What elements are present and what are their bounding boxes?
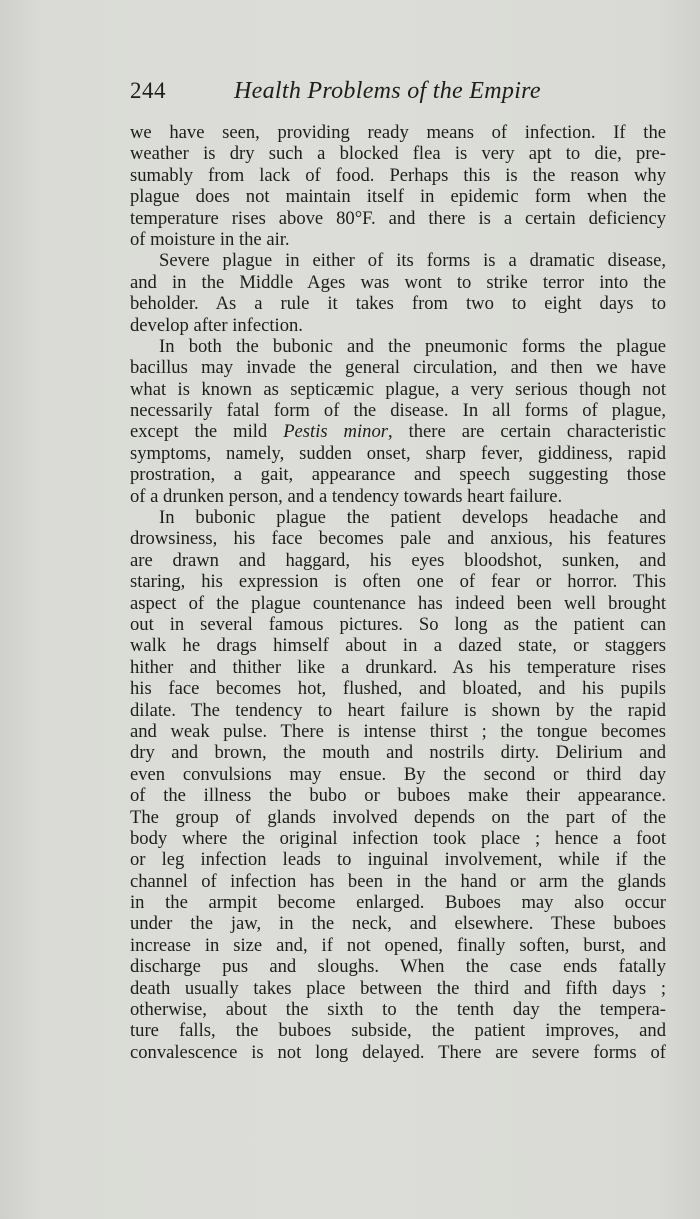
text-line: under the jaw, in the neck, and elsewhere. These buboes [130, 913, 666, 935]
text-line: convalescence is not long delayed. There are severe forms of [130, 1041, 666, 1063]
text-line: what is known as septicæmic plague, a very serious though not [130, 378, 666, 400]
text-line: discharge pus and sloughs. When the case ends fatally [130, 956, 666, 978]
text-line: or leg infection leads to inguinal involvement, while if the [130, 849, 666, 871]
text-line: bacillus may invade the general circulation, and then we have [130, 357, 666, 379]
text-line: his face becomes hot, flushed, and bloated, and his pupils [130, 678, 666, 700]
text-line [130, 421, 666, 442]
text-line: and weak pulse. There is intense thirst ; the tongue becomes [130, 720, 666, 742]
text-line: In both the bubonic and the pneumonic forms the plague [159, 335, 666, 357]
running-title: Health Problems of the Empire [234, 78, 541, 104]
text-line: otherwise, about the sixth to the tenth day the tempera- [130, 999, 666, 1021]
text-line: out in several famous pictures. So long as the patient can [130, 613, 666, 635]
text-line: increase in size and, if not opened, finally soften, burst, and [130, 934, 666, 956]
text-line: walk he drags himself about in a dazed state, or staggers [130, 635, 666, 657]
text-line: of a drunken person, and a tendency towards heart failure. [130, 485, 563, 507]
text-line: we have seen, providing ready means of infection. If the [130, 122, 666, 143]
italic-term: Pestis minor [283, 421, 388, 443]
page-number: 244 [130, 78, 166, 103]
text-segment: , there are certain characteristic [387, 421, 666, 443]
text-line: develop after infection. [130, 314, 303, 336]
text-line: even convulsions may ensue. By the second or third day [130, 763, 666, 785]
text-line: dilate. The tendency to heart failure is shown by the rapid [130, 699, 666, 721]
page-header [130, 78, 666, 112]
text-line: death usually takes place between the third and fifth days ; [130, 977, 666, 999]
text-line: are drawn and haggard, his eyes bloodshot, sunken, and [130, 549, 666, 571]
text-line: weather is dry such a blocked flea is very apt to die, pre- [130, 143, 666, 165]
text-line: beholder. As a rule it takes from two to eight days to [130, 293, 666, 315]
text-line: aspect of the plague countenance has indeed been well brought [130, 592, 666, 614]
text-line: necessarily fatal form of the disease. In all forms of plague, [130, 400, 666, 422]
text-segment: except the mild [130, 421, 284, 443]
text-line: temperature rises above 80°F. and there is a certain deficiency [130, 207, 666, 229]
text-line: drowsiness, his face becomes pale and anxious, his features [130, 528, 666, 550]
text-line: channel of infection has been in the hand or arm the glands [130, 870, 666, 892]
text-line: staring, his expression is often one of fear or horror. This [130, 571, 666, 593]
text-line: dry and brown, the mouth and nostrils dirty. Delirium and [130, 742, 666, 764]
text-line: symptoms, namely, sudden onset, sharp fever, giddiness, rapid [130, 442, 666, 464]
text-line: of the illness the bubo or buboes make their appearance. [130, 785, 666, 807]
text-line: prostration, a gait, appearance and speech suggesting those [130, 464, 666, 486]
text-line: of moisture in the air. [130, 228, 290, 250]
text-line: In bubonic plague the patient develops headache and [159, 507, 666, 529]
text-line: ture falls, the buboes subside, the patient improves, and [130, 1020, 666, 1042]
text-line: plague does not maintain itself in epidemic form when the [130, 186, 666, 208]
text-line: body where the original infection took place ; hence a foot [130, 827, 666, 849]
text-line: sumably from lack of food. Perhaps this is the reason why [130, 164, 666, 186]
text-line: hither and thither like a drunkard. As his temperature rises [130, 656, 666, 678]
text-line: The group of glands involved depends on the part of the [130, 806, 666, 828]
body-text [130, 122, 666, 1063]
text-line: in the armpit become enlarged. Buboes may also occur [130, 892, 666, 914]
text-line: and in the Middle Ages was wont to strike terror into the [130, 271, 666, 293]
text-line: Severe plague in either of its forms is a dramatic disease, [159, 250, 666, 272]
